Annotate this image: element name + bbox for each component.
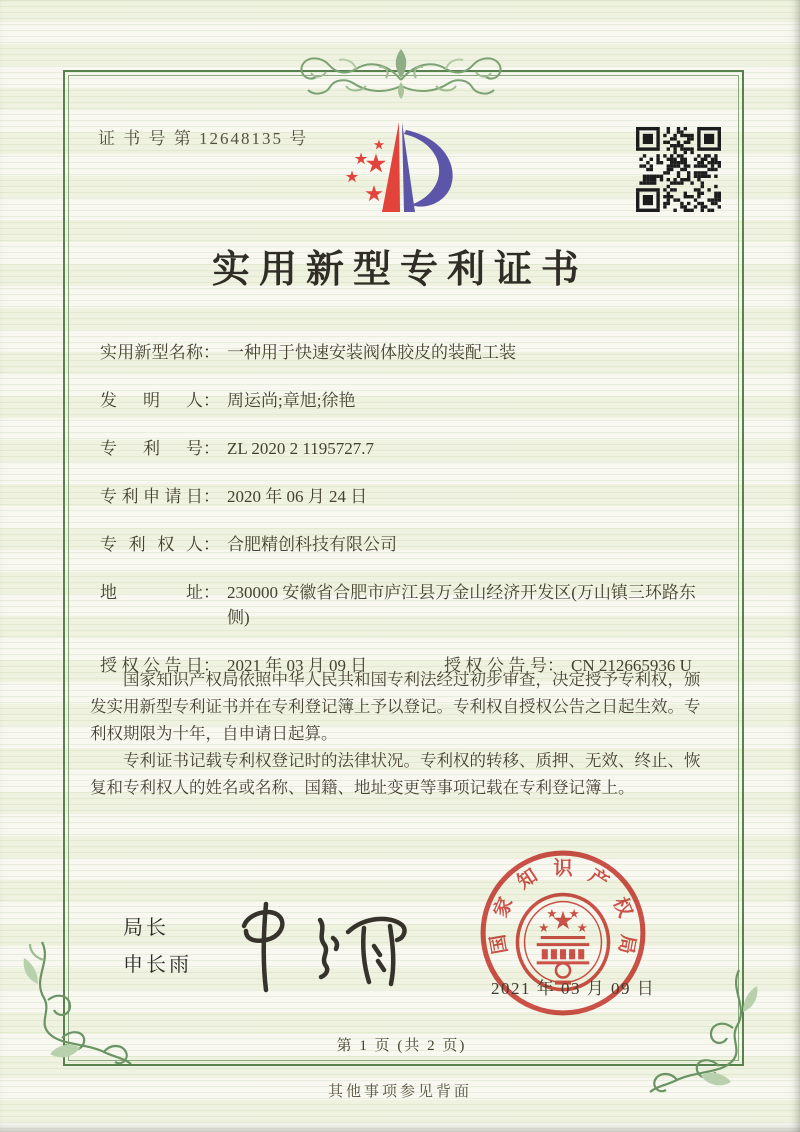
field-colon: ：	[203, 343, 220, 362]
top-scroll-ornament	[276, 42, 526, 110]
seal-date: 2021 年 03 月 09 日	[491, 979, 656, 998]
legal-paragraph-2: 专利证书记载专利权登记时的法律状况。专利权的转移、质押、无效、终止、恢复和专利权人的姓名或名称、国籍、地址变更等事项记载在专利登记簿上。	[90, 751, 701, 797]
field-row-patent-number	[100, 436, 704, 461]
officer-block	[123, 910, 192, 984]
field-list	[100, 340, 704, 701]
field-row-name	[100, 340, 704, 365]
field-value: 2020 年 06 月 24 日	[227, 487, 368, 506]
field-label: 专利申请日	[100, 487, 203, 506]
field-value: 合肥精创科技有限公司	[227, 535, 397, 554]
corner-ornament-bottom-right	[648, 968, 763, 1098]
svg-text:局: 局	[614, 932, 639, 956]
svg-text:权: 权	[608, 894, 636, 921]
svg-text:知: 知	[513, 865, 542, 894]
page-number: 第 1 页 (共 2 页)	[336, 1038, 467, 1054]
qr-code	[636, 127, 721, 212]
grant-date-value: 2021 年 03 月 09 日	[227, 656, 368, 675]
field-value: 230000 安徽省合肥市庐江县万金山经济开发区(万山镇三环路东侧)	[227, 583, 696, 627]
field-row-inventors	[100, 388, 704, 413]
field-label: 实用新型名称	[100, 343, 203, 362]
field-label: 专利权人	[100, 535, 203, 554]
footer-note: 其他事项参见背面	[327, 1084, 472, 1100]
cnipa-logo-icon	[338, 108, 483, 238]
field-label: 专利号	[100, 439, 203, 458]
officer-title: 局长	[123, 917, 169, 939]
svg-text:家: 家	[490, 894, 518, 921]
field-label: 发明人	[100, 391, 203, 410]
field-row-filing-date	[100, 484, 704, 509]
field-label: 地址	[100, 583, 203, 602]
svg-text:识: 识	[553, 858, 573, 880]
field-colon: ：	[203, 487, 220, 506]
director-signature	[228, 898, 413, 998]
field-colon: ：	[203, 656, 220, 675]
field-row-patentee	[100, 532, 704, 557]
field-row-address	[100, 580, 704, 630]
svg-text:国: 国	[487, 932, 512, 956]
svg-text:产: 产	[584, 865, 613, 894]
certificate-number: 证 书 号 第 12648135 号	[98, 129, 309, 148]
officer-name: 申长雨	[123, 954, 192, 976]
field-colon: ：	[203, 439, 220, 458]
field-colon: ：	[547, 656, 564, 675]
field-colon: ：	[203, 535, 220, 554]
field-value: ZL 2020 2 1195727.7	[227, 439, 375, 458]
field-label: 授权公告号	[444, 656, 547, 675]
certificate-title: 实用新型专利证书	[211, 249, 588, 291]
field-label: 授权公告日	[100, 656, 203, 675]
legal-paragraph-1: 国家知识产权局依照中华人民共和国专利法经过初步审查，决定授予专利权，颁发实用新型专利证书并在专利登记簿上予以登记。专利权自授权公告之日起生效。专利权期限为十年，自申请日起算。	[90, 670, 701, 743]
field-value: 一种用于快速安装阀体胶皮的装配工装	[227, 343, 516, 362]
grant-number-value: CN 212665936 U	[571, 656, 692, 675]
legal-text	[90, 666, 714, 801]
field-colon: ：	[203, 583, 220, 602]
field-colon: ：	[203, 391, 220, 410]
field-value: 周运尚;章旭;徐艳	[227, 391, 356, 410]
